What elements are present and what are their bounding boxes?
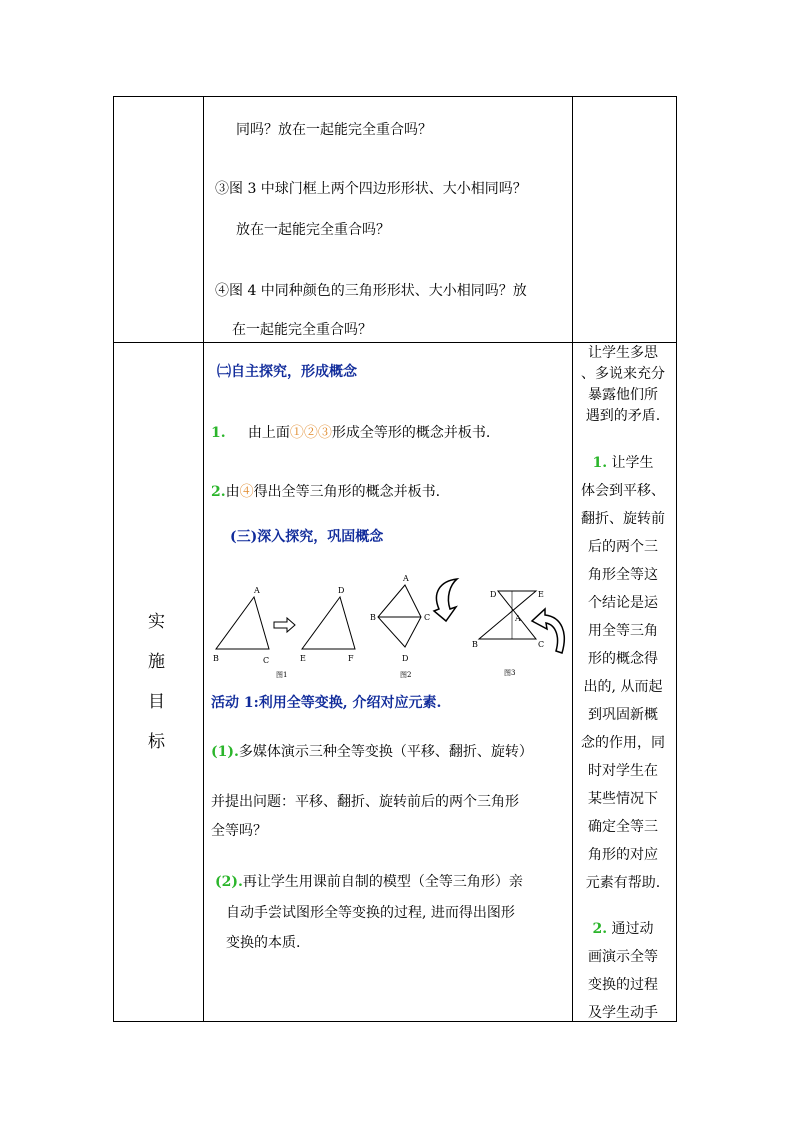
side-b-number: 1. — [592, 455, 608, 471]
arrow-right-icon — [274, 618, 295, 632]
side-b-line-8: 出的, 从而起 — [583, 679, 663, 695]
side-b-line-11: 时对学生在 — [588, 763, 658, 779]
item1 — [211, 425, 490, 441]
side-b-line-7: 形的概念得 — [588, 651, 658, 667]
side-b-line-2: 翻折、旋转前 — [581, 511, 665, 527]
caption-fig2: 图2 — [400, 671, 412, 679]
row2-label-char-2: 施 — [148, 652, 165, 672]
fig3-bowtie — [479, 591, 536, 639]
item2-pre: 由 — [225, 484, 240, 500]
p1-line-3: 全等吗？ — [211, 823, 267, 839]
side-b-line-10: 念的作用，同 — [581, 735, 665, 751]
side-a-line-3: 暴露他们所 — [588, 387, 658, 403]
row1-line-2: ③图 3 中球门框上两个四边形形状、大小相同吗？ — [215, 181, 527, 197]
fig1-label-d: D — [338, 586, 345, 595]
row1-line-1: 同吗？放在一起能完全重合吗？ — [236, 122, 432, 138]
activity-title: 活动 1:利用全等变换, 介绍对应元素. — [211, 695, 442, 711]
side-b-line-5: 个结论是运 — [588, 595, 658, 611]
side-a-line-4: 遇到的矛盾. — [585, 408, 661, 424]
item1-post: 形成全等形的概念并板书. — [331, 425, 491, 441]
fig2-label-c: C — [424, 613, 431, 622]
fig2-label-a: A — [403, 574, 409, 583]
p2-number: (2). — [215, 874, 243, 890]
side-b-line-3: 后的两个三 — [588, 539, 658, 555]
side-note-b — [573, 449, 673, 897]
congruence-figure — [210, 571, 570, 683]
item2-number: 2. — [211, 484, 226, 500]
side-b-line-9: 到巩固新概 — [588, 707, 658, 723]
section2-title: ㈡自主探究，形成概念 — [217, 364, 357, 380]
row1-line-4: ④图 4 中同种颜色的三角形形状、大小相同吗？放 — [215, 283, 527, 299]
fig1-label-a: A — [254, 586, 260, 595]
item2-mark: ④ — [239, 484, 254, 500]
p1-number: (1). — [211, 744, 239, 760]
fig3-label-c: C — [538, 640, 545, 649]
side-c-line-3: 及学生动手 — [588, 1005, 658, 1021]
fig3-label-d: D — [490, 590, 497, 599]
item1-number: 1. — [211, 425, 226, 441]
side-b-line-1: 体会到平移、 — [581, 483, 665, 499]
fig2-label-b: B — [370, 613, 376, 622]
column-divider-1 — [203, 97, 204, 1021]
caption-fig1: 图1 — [276, 671, 288, 679]
fig1-label-e: E — [300, 654, 306, 663]
section3-title: (三)深入探究，巩固概念 — [230, 529, 384, 545]
curved-arrow-rotate-icon — [532, 609, 564, 653]
side-note-a — [573, 343, 673, 427]
item2-post: 得出全等三角形的概念并板书. — [253, 484, 441, 500]
fig1-label-f: F — [348, 654, 354, 663]
item2 — [211, 484, 440, 500]
fig1-label-b: B — [213, 654, 219, 663]
fig3-label-a: A — [515, 614, 521, 623]
side-c-line-2: 变换的过程 — [588, 977, 658, 993]
caption-fig3: 图3 — [504, 669, 516, 677]
row1-line-3: 放在一起能完全重合吗？ — [236, 222, 390, 238]
fig3-label-b: B — [472, 640, 478, 649]
curved-arrow-down-icon — [434, 579, 457, 621]
side-c-line-0: 2. 通过动 — [592, 921, 654, 937]
side-c-line-1: 画演示全等 — [588, 949, 658, 965]
item1-pre: 由上面 — [247, 425, 290, 441]
side-c-number: 2. — [592, 921, 608, 937]
fig2-quadrilateral — [378, 585, 421, 647]
p1-line-2: 并提出问题：平移、翻折、旋转前后的两个三角形 — [211, 794, 519, 810]
p1-line-1 — [211, 744, 533, 760]
side-b-line-6: 用全等三角 — [588, 623, 658, 639]
fig1-triangle-def — [302, 597, 355, 649]
side-b-line-14: 角形的对应 — [588, 847, 658, 863]
item1-marks: ①②③ — [289, 425, 332, 441]
row2-label-char-3: 目 — [148, 692, 165, 712]
fig3-label-e: E — [538, 590, 544, 599]
side-a-line-1: 让学生多思 — [588, 345, 658, 361]
p1-text: 多媒体演示三种全等变换（平移、翻折、旋转） — [238, 744, 533, 760]
fig1-label-c: C — [263, 656, 270, 665]
p2-line-2: 自动手尝试图形全等变换的过程, 进而得出图形 — [226, 905, 515, 921]
fig1-triangle-abc — [216, 597, 269, 649]
side-b-line-0: 1. 让学生 — [592, 455, 654, 471]
side-b-line-15: 元素有帮助. — [585, 875, 661, 891]
p2-text: 再让学生用课前自制的模型（全等三角形）亲 — [242, 874, 523, 890]
fig2-label-d: D — [402, 654, 409, 663]
lesson-table — [113, 96, 677, 1022]
side-b-line-4: 角形全等这 — [588, 567, 658, 583]
row2-label-char-1: 实 — [148, 612, 165, 632]
row2-label-char-4: 标 — [148, 732, 165, 752]
p2-line-1 — [215, 874, 523, 890]
side-b-line-13: 确定全等三 — [588, 819, 658, 835]
p2-line-3: 变换的本质. — [226, 935, 301, 951]
side-a-line-2: 、多说来充分 — [581, 366, 665, 382]
side-b-line-12: 某些情况下 — [588, 791, 658, 807]
row1-line-5: 在一起能完全重合吗？ — [232, 322, 372, 338]
side-note-c — [573, 915, 673, 1027]
